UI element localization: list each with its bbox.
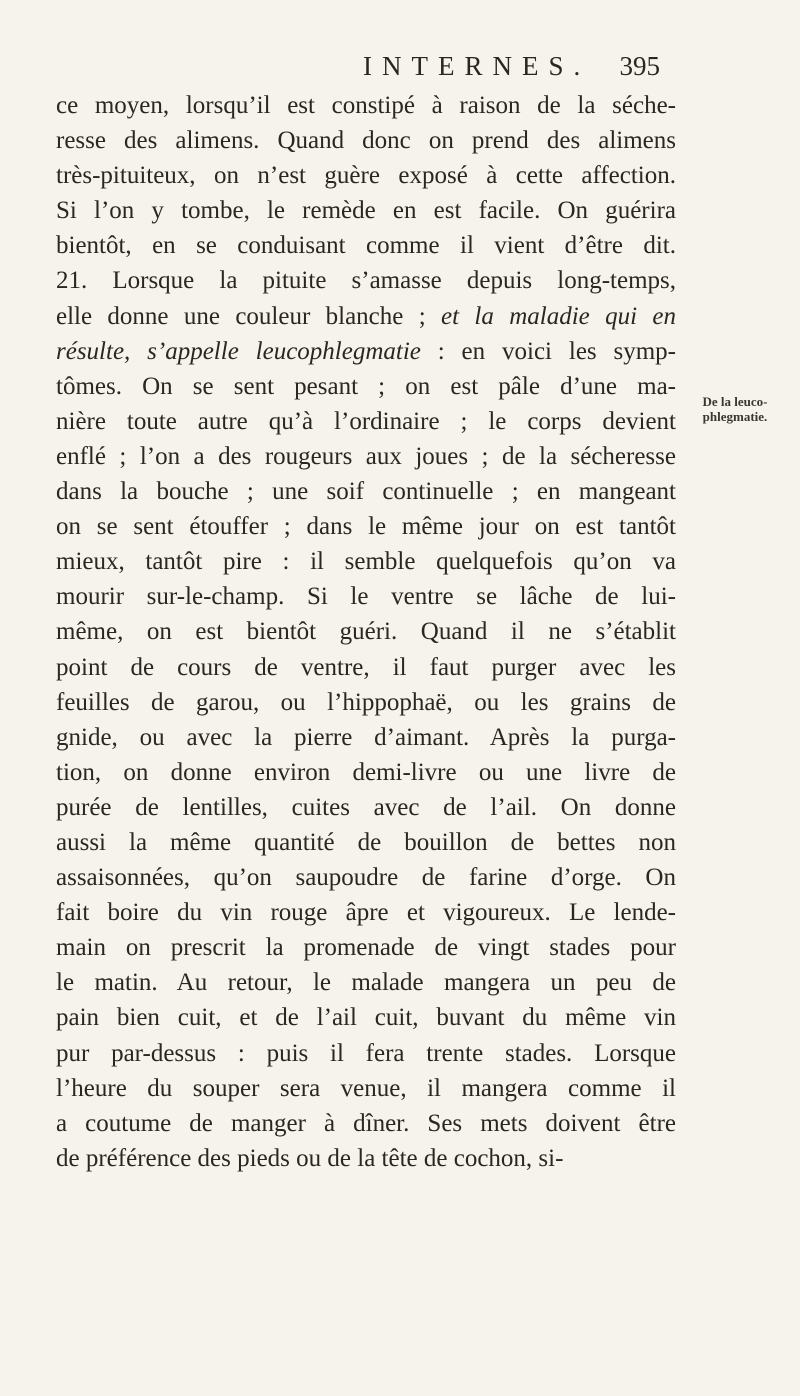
text-line: tômes. On se sent pesant ; on est pâle d’une ma- bbox=[56, 372, 676, 400]
italic-segment: résulte, s’appelle leucophlegmatie bbox=[56, 337, 421, 365]
running-title: INTERNES. bbox=[363, 51, 591, 81]
margin-note-line: De la leuco- bbox=[702, 394, 768, 409]
text-line: main on prescrit la promenade de vingt stades pour bbox=[56, 934, 676, 962]
text-line: de préférence des pieds ou de la tête de cochon, si- bbox=[56, 1144, 564, 1172]
text-line: 21. Lorsque la pituite s’amasse depuis long-temps, bbox=[56, 267, 676, 295]
text-line: pain bien cuit, et de l’ail cuit, buvant du même vin bbox=[56, 1004, 676, 1032]
text-segment: elle donne une couleur blanche ; bbox=[56, 302, 442, 330]
text-line: tion, on donne environ demi-livre ou une livre de bbox=[56, 758, 676, 786]
text-line: bientôt, en se conduisant comme il vient d’être dit. bbox=[56, 232, 676, 260]
margin-note-line: phlegmatie. bbox=[702, 409, 768, 424]
text-line: mieux, tantôt pire : il semble quelquefois qu’on va bbox=[56, 548, 676, 576]
page-number: 395 bbox=[619, 51, 660, 81]
text-line: pur par-dessus : puis il fera trente stades. Lorsque bbox=[56, 1039, 676, 1067]
text-line: même, on est bientôt guéri. Quand il ne s’établit bbox=[56, 618, 676, 646]
text-line: ce moyen, lorsqu’il est constipé à raison de la séche- bbox=[56, 92, 676, 119]
text-line: on se sent étouffer ; dans le même jour on est tantôt bbox=[56, 513, 676, 541]
text-line: a coutume de manger à dîner. Ses mets doivent être bbox=[56, 1109, 676, 1137]
text-line: Si l’on y tombe, le remède en est facile. On guérira bbox=[56, 197, 676, 225]
text-line: l’heure du souper sera venue, il mangera comme il bbox=[56, 1074, 676, 1102]
text-line: fait boire du vin rouge âpre et vigoureux. Le lende- bbox=[56, 899, 676, 927]
text-line bbox=[56, 334, 676, 369]
text-line bbox=[56, 299, 676, 334]
text-segment: : en voici les symp- bbox=[420, 337, 676, 365]
text-line: enflé ; l’on a des rougeurs aux joues ; de la sécheresse bbox=[56, 442, 676, 470]
text-line: aussi la même quantité de bouillon de bettes non bbox=[56, 828, 676, 856]
text-line: mourir sur-le-champ. Si le ventre se lâche de lui- bbox=[56, 583, 676, 611]
text-line: très-pituiteux, on n’est guère exposé à cette affection. bbox=[56, 162, 676, 190]
body-text bbox=[56, 88, 676, 1176]
italic-segment: et la maladie qui en bbox=[441, 302, 677, 330]
text-line: nière toute autre qu’à l’ordinaire ; le corps devient bbox=[56, 407, 676, 435]
text-line: point de cours de ventre, il faut purger avec les bbox=[56, 653, 676, 681]
margin-note bbox=[680, 394, 790, 424]
text-line: purée de lentilles, cuites avec de l’ail. On donne bbox=[56, 793, 676, 821]
text-line: dans la bouche ; une soif continuelle ; en mangeant bbox=[56, 478, 676, 506]
text-line: resse des alimens. Quand donc on prend des alimens bbox=[56, 127, 676, 155]
page-header bbox=[363, 46, 660, 86]
text-line: feuilles de garou, ou l’hippophaë, ou les grains de bbox=[56, 688, 676, 716]
text-line: gnide, ou avec la pierre d’aimant. Après la purga- bbox=[56, 723, 676, 751]
text-line: assaisonnées, qu’on saupoudre de farine d’orge. On bbox=[56, 864, 676, 892]
text-line: le matin. Au retour, le malade mangera un peu de bbox=[56, 969, 676, 997]
